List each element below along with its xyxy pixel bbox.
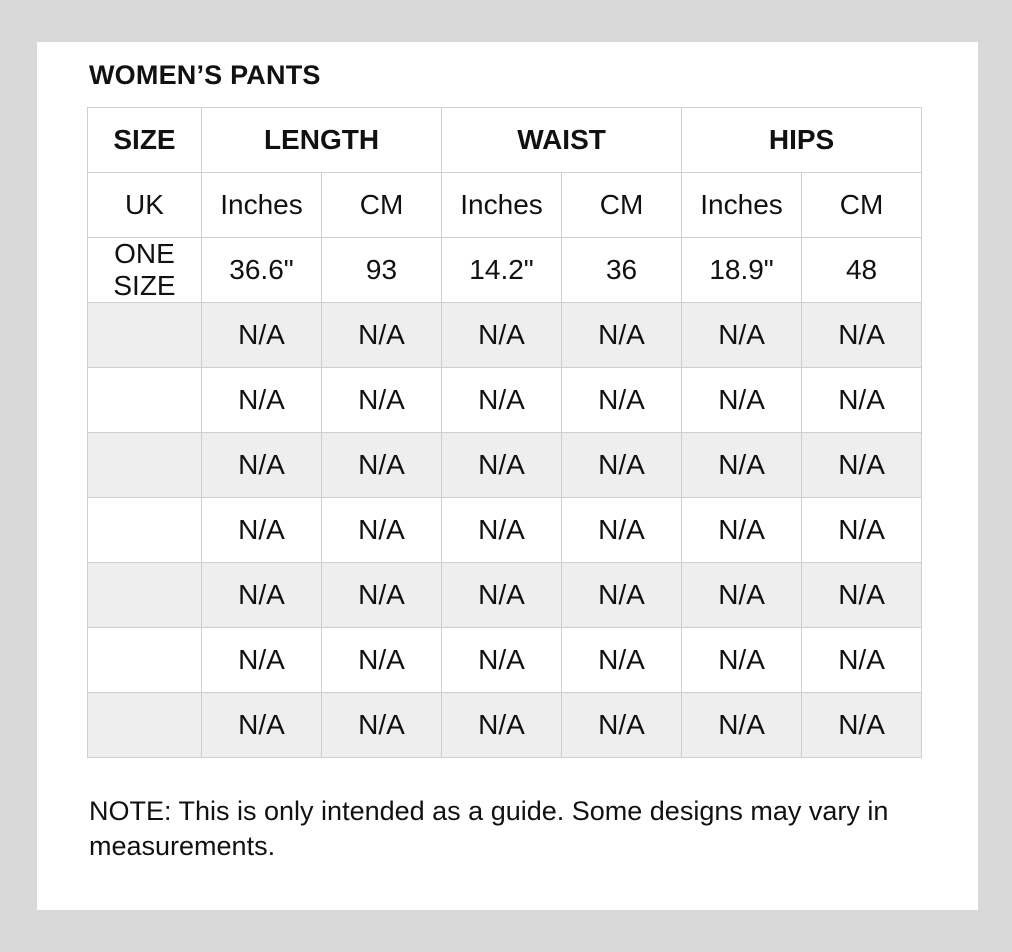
table-row <box>88 433 922 498</box>
cell-length-cm: N/A <box>322 563 442 628</box>
cell-length-cm: 93 <box>322 238 442 303</box>
table-subheader-row <box>88 173 922 238</box>
cell-hips-cm: N/A <box>802 368 922 433</box>
table-row <box>88 563 922 628</box>
cell-waist-cm: N/A <box>562 628 682 693</box>
cell-hips-inches: N/A <box>682 628 802 693</box>
subheader-size-uk: UK <box>88 173 202 238</box>
cell-waist-inches: N/A <box>442 563 562 628</box>
cell-length-cm: N/A <box>322 498 442 563</box>
table-row <box>88 303 922 368</box>
subheader-length-cm: CM <box>322 173 442 238</box>
size-cell <box>88 498 202 563</box>
size-guide-card <box>37 42 978 910</box>
cell-length-cm: N/A <box>322 628 442 693</box>
cell-waist-inches: N/A <box>442 433 562 498</box>
subheader-hips-inches: Inches <box>682 173 802 238</box>
size-cell <box>88 563 202 628</box>
cell-length-inches: N/A <box>202 303 322 368</box>
table-row <box>88 628 922 693</box>
size-cell <box>88 303 202 368</box>
cell-hips-inches: N/A <box>682 498 802 563</box>
cell-length-cm: N/A <box>322 433 442 498</box>
cell-hips-inches: N/A <box>682 433 802 498</box>
cell-length-inches: N/A <box>202 368 322 433</box>
cell-hips-cm: N/A <box>802 303 922 368</box>
subheader-waist-inches: Inches <box>442 173 562 238</box>
cell-waist-cm: N/A <box>562 368 682 433</box>
cell-length-inches: N/A <box>202 628 322 693</box>
cell-length-inches: N/A <box>202 498 322 563</box>
cell-waist-cm: N/A <box>562 498 682 563</box>
cell-length-inches: N/A <box>202 563 322 628</box>
cell-hips-cm: N/A <box>802 433 922 498</box>
table-row <box>88 238 922 303</box>
cell-waist-inches: N/A <box>442 303 562 368</box>
header-hips: HIPS <box>682 108 922 173</box>
header-size: SIZE <box>88 108 202 173</box>
subheader-length-inches: Inches <box>202 173 322 238</box>
cell-length-inches: 36.6" <box>202 238 322 303</box>
header-waist: WAIST <box>442 108 682 173</box>
cell-hips-cm: N/A <box>802 628 922 693</box>
cell-waist-inches: 14.2" <box>442 238 562 303</box>
cell-hips-inches: N/A <box>682 693 802 758</box>
cell-length-inches: N/A <box>202 693 322 758</box>
cell-waist-inches: N/A <box>442 368 562 433</box>
cell-waist-cm: N/A <box>562 433 682 498</box>
size-cell <box>88 693 202 758</box>
cell-waist-cm: 36 <box>562 238 682 303</box>
page-title: WOMEN’S PANTS <box>89 60 321 90</box>
size-table <box>87 107 922 758</box>
cell-waist-cm: N/A <box>562 303 682 368</box>
cell-waist-cm: N/A <box>562 693 682 758</box>
cell-waist-inches: N/A <box>442 628 562 693</box>
cell-length-inches: N/A <box>202 433 322 498</box>
header-length: LENGTH <box>202 108 442 173</box>
cell-hips-inches: N/A <box>682 368 802 433</box>
size-cell <box>88 628 202 693</box>
cell-waist-cm: N/A <box>562 563 682 628</box>
table-row <box>88 693 922 758</box>
size-cell: ONE SIZE <box>88 238 202 303</box>
cell-waist-inches: N/A <box>442 693 562 758</box>
cell-waist-inches: N/A <box>442 498 562 563</box>
table-header-row <box>88 108 922 173</box>
cell-hips-cm: N/A <box>802 498 922 563</box>
cell-hips-cm: 48 <box>802 238 922 303</box>
cell-hips-cm: N/A <box>802 563 922 628</box>
cell-hips-inches: 18.9" <box>682 238 802 303</box>
cell-length-cm: N/A <box>322 303 442 368</box>
table-row <box>88 368 922 433</box>
guide-note: NOTE: This is only intended as a guide. Some designs may vary in measurements. <box>89 796 889 861</box>
size-cell <box>88 368 202 433</box>
cell-hips-inches: N/A <box>682 303 802 368</box>
cell-hips-cm: N/A <box>802 693 922 758</box>
subheader-hips-cm: CM <box>802 173 922 238</box>
table-row <box>88 498 922 563</box>
cell-length-cm: N/A <box>322 368 442 433</box>
subheader-waist-cm: CM <box>562 173 682 238</box>
size-cell <box>88 433 202 498</box>
cell-hips-inches: N/A <box>682 563 802 628</box>
cell-length-cm: N/A <box>322 693 442 758</box>
